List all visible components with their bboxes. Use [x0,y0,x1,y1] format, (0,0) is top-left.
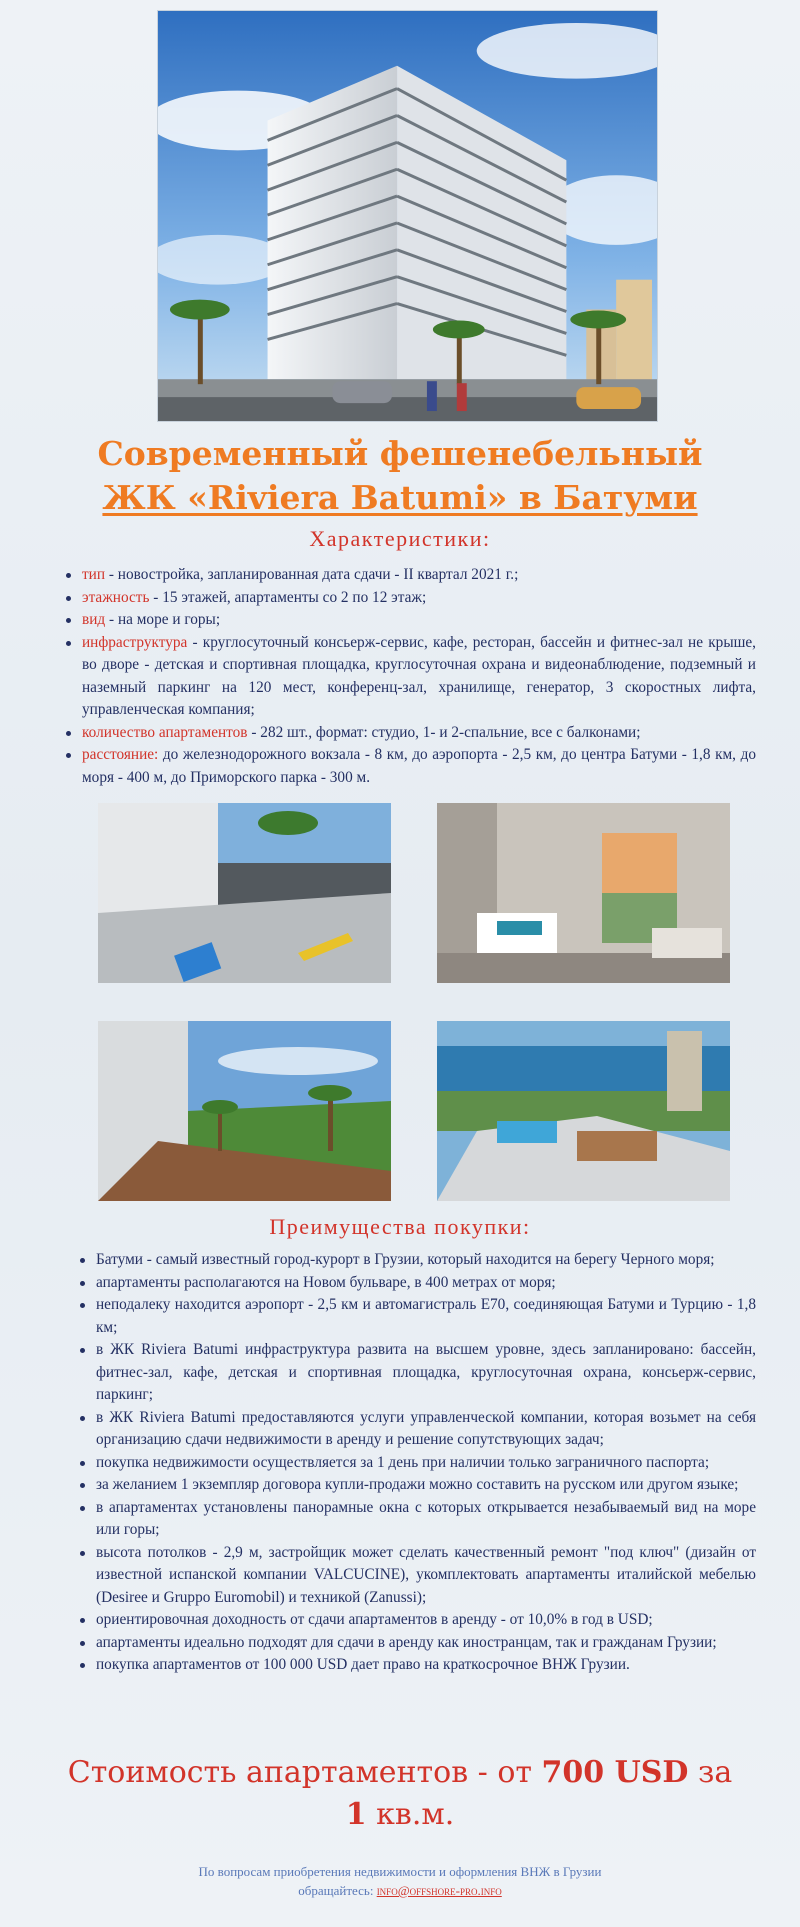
footer-line-1: По вопросам приобретения недвижимости и оформления ВНЖ в Грузии [198,1864,602,1879]
price-prefix: Стоимость апартаментов - от [67,1755,542,1790]
advantage-item: ориентировочная доходность от сдачи апартаментов в аренду - от 10,0% в год в USD; [80,1609,756,1632]
page-title-line-1: Современный фешенебельный [97,434,703,473]
footer-contact-prefix: обращайтесь: [298,1883,377,1898]
hero-building-image [157,10,658,422]
page-title-line-2: ЖК «Riviera Batumi» в Батуми [102,478,698,517]
price-statement [40,1752,760,1836]
advantage-item: в ЖК Riviera Batumi инфраструктура развита на высшем уровне, здесь запланировано: бассейн, фитнес-зал, кафе, детская и спортивная площадка, круглосуточная охрана, консьерж-сервис, паркинг; [80,1339,756,1407]
characteristic-item [66,632,756,722]
price-amount: 700 USD [541,1755,689,1790]
characteristic-text: до железнодорожного вокзала - 8 км, до аэропорта - 2,5 км, до центра Батуми - 1,8 км, до моря - 400 м, до Приморского парка - 300 м. [82,746,756,786]
advantage-item: неподалеку находится аэропорт - 2,5 км и автомагистраль E70, соединяющая Батуми и Турцию - 1,8 км; [80,1294,756,1339]
contact-footer [0,1862,800,1900]
characteristic-text: - 15 этажей, апартаменты со 2 по 12 этаж; [149,588,427,606]
price-unit: кв.м. [366,1797,455,1832]
characteristic-key: инфраструктура [82,633,188,651]
advantages-heading: Преимущества покупки: [269,1214,531,1239]
advantage-item: в ЖК Riviera Batumi предоставляются услуги управленческой компании, которая возьмет на себя организацию сдачи недвижимости в аренду и решение сопутствующих задач; [80,1407,756,1452]
price-mid: за [688,1755,733,1790]
characteristic-item [66,744,756,789]
advantage-item: покупка недвижимости осуществляется за 1 день при наличии только заграничного паспорта; [80,1452,756,1475]
characteristic-text: - новостройка, запланированная дата сдачи - II квартал 2021 г.; [105,566,519,583]
characteristic-item [66,587,756,610]
characteristic-key: тип [82,566,106,583]
characteristics-list [66,564,756,789]
bedroom-photo [437,803,730,983]
price-one: 1 [345,1797,367,1832]
advantage-item: в апартаментах установлены панорамные окна с которых открывается незабываемый вид на море или горы; [80,1497,756,1542]
advantage-item: покупка апартаментов от 100 000 USD дает право на краткосрочное ВНЖ Грузии. [80,1654,756,1677]
advantage-item: за желанием 1 экземпляр договора купли-продажи можно составить на русском или другом языке; [80,1474,756,1497]
page-title [40,432,760,520]
characteristic-item [66,609,756,632]
characteristic-key: расстояние: [82,746,159,763]
characteristic-item [66,722,756,745]
characteristic-key: этажность [82,588,150,606]
characteristic-key: вид [82,611,106,628]
rooftop-pool-photo [437,1021,730,1201]
advantage-item: Батуми - самый известный город-курорт в Грузии, который находится на берегу Черного моря; [80,1249,756,1272]
characteristic-text: - на море и горы; [105,611,221,628]
characteristic-text: - 282 шт., формат: студио, 1- и 2-спальние, все с балконами; [247,723,641,741]
advantage-item: апартаменты располагаются на Новом бульваре, в 400 метрах от моря; [80,1272,756,1295]
footer-line-2 [0,1881,800,1900]
advantages-list [80,1249,756,1677]
parking-photo [98,803,391,983]
characteristic-item [66,564,756,587]
characteristics-heading: Характеристики: [309,526,491,551]
advantage-item: высота потолков - 2,9 м, застройщик может сделать качественный ремонт "под ключ" (дизайн от известной испанской компании VALCUCINE), укомплектовать апартаменты италийской мебелью (Desiree и Gruppo Euromobil) и техникой (Zanussi); [80,1542,756,1610]
advantage-item: апартаменты идеально подходят для сдачи в аренду как иностранцам, так и гражданам Грузии; [80,1632,756,1655]
courtyard-photo [98,1021,391,1201]
characteristic-text: - круглосуточный консьерж-сервис, кафе, ресторан, бассейн и фитнес-зал не крыше, во дворе - детская и спортивная площадка, круглосуточная охрана и видеонаблюдение, подземный и наземный паркинг на 120 мест, конференц-зал, хранилище, генератор, 3 скоростных лифта, управленческая компания; [82,633,756,718]
characteristic-key: количество апартаментов [82,723,248,741]
email-link[interactable]: info@offshore-pro.info [376,1883,502,1898]
